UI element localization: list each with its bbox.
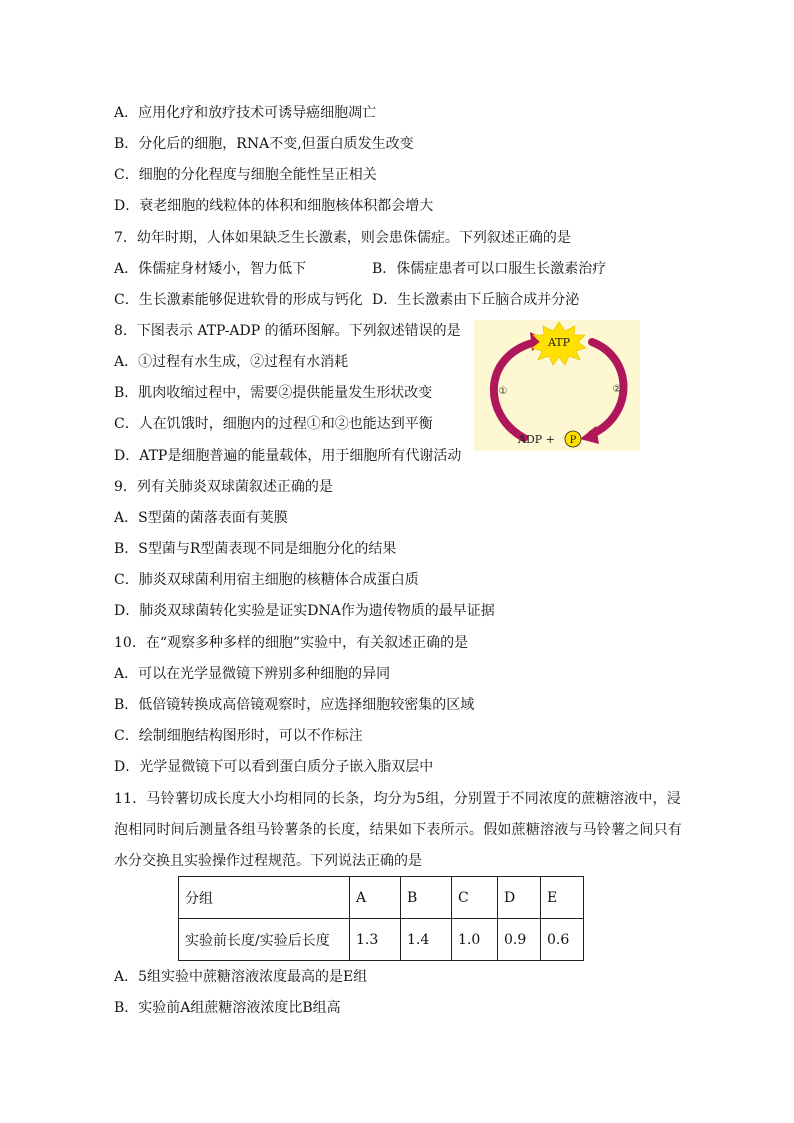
atp-label: ATP <box>547 336 571 349</box>
q11-option-b: B．实验前A组蔗糖溶液浓度比B组高 <box>114 1000 341 1016</box>
q11-option-a: A．5组实验中蔗糖溶液浓度最高的是E组 <box>114 969 368 985</box>
q8-option-d: D．ATP是细胞普遍的能量载体，用于细胞所有代谢活动 <box>114 448 462 464</box>
atp-adp-cycle-diagram <box>474 320 640 451</box>
table-cell: 实验前长度/实验后长度 <box>179 919 350 961</box>
q7-stem: 7．幼年时期，人体如果缺乏生长激素，则会患侏儒症。下列叙述正确的是 <box>114 230 571 246</box>
q6-option-a: A．应用化疗和放疗技术可诱导癌细胞凋亡 <box>114 105 377 121</box>
q6-option-d: D．衰老细胞的线粒体的体积和细胞核体积都会增大 <box>114 198 434 214</box>
q10-stem: 10．在“观察多种多样的细胞”实验中，有关叙述正确的是 <box>114 635 469 651</box>
q11-results-table <box>178 876 584 961</box>
table-cell: 1.3 <box>350 919 401 961</box>
table-cell: 0.9 <box>498 919 541 961</box>
q9-option-a: A．S型菌的菌落表面有荚膜 <box>114 510 288 526</box>
q6-option-b: B．分化后的细胞，RNA不变,但蛋白质发生改变 <box>114 136 414 152</box>
table-header-cell: 分组 <box>179 877 350 919</box>
process2-label: ② <box>612 384 622 395</box>
q8-option-b: B．肌肉收缩过程中，需要②提供能量发生形状改变 <box>114 385 433 401</box>
process2-arrowhead <box>580 426 599 444</box>
phosphate-label: P <box>569 435 577 446</box>
q9-option-c: C．肺炎双球菌利用宿主细胞的核糖体合成蛋白质 <box>114 572 419 588</box>
table-header-cell: D <box>498 877 541 919</box>
q7-option-d: D．生长激素由下丘脑合成并分泌 <box>372 292 580 308</box>
table-cell: 1.4 <box>401 919 452 961</box>
table-header-cell: B <box>401 877 452 919</box>
q9-option-d: D．肺炎双球菌转化实验是证实DNA作为遗传物质的最早证据 <box>114 603 495 619</box>
q7-option-b: B．侏儒症患者可以口服生长激素治疗 <box>372 261 607 277</box>
q7-options-row1 <box>114 259 607 279</box>
process1-label: ① <box>498 386 508 397</box>
q7-options-row2 <box>114 290 594 310</box>
q9-stem: 9．列有关肺炎双球菌叙述正确的是 <box>114 479 333 495</box>
q9-option-b: B．S型菌与R型菌表现不同是细胞分化的结果 <box>114 541 397 557</box>
q6-option-c: C．细胞的分化程度与细胞全能性呈正相关 <box>114 167 377 183</box>
q10-option-b: B．低倍镜转换成高倍镜观察时，应选择细胞较密集的区域 <box>114 697 475 713</box>
q7-option-a: A．侏儒症身材矮小，智力低下 <box>114 261 307 277</box>
q11-stem-line3: 水分交换且实验操作过程规范。下列说法正确的是 <box>114 853 422 869</box>
q8-option-c: C．人在饥饿时，细胞内的过程①和②也能达到平衡 <box>114 416 433 432</box>
table-row <box>179 877 584 919</box>
table-header-cell: E <box>541 877 584 919</box>
q7-option-c: C．生长激素能够促进软骨的形成与钙化 <box>114 292 363 308</box>
table-cell: 0.6 <box>541 919 584 961</box>
q11-stem-line2: 泡相同时间后测量各组马铃薯条的长度，结果如下表所示。假如蔗糖溶液与马铃薯之间只有 <box>114 822 682 838</box>
q8-stem: 8．下图表示 ATP-ADP 的循环图解。下列叙述错误的是 <box>114 323 461 339</box>
table-row <box>179 919 584 961</box>
q10-option-a: A．可以在光学显微镜下辨别多种细胞的异同 <box>114 666 391 682</box>
table-header-cell: C <box>452 877 498 919</box>
q10-option-c: C．绘制细胞结构图形时，可以不作标注 <box>114 728 363 744</box>
table-cell: 1.0 <box>452 919 498 961</box>
table-header-cell: A <box>350 877 401 919</box>
q8-option-a: A．①过程有水生成，②过程有水消耗 <box>114 354 349 370</box>
q10-option-d: D．光学显微镜下可以看到蛋白质分子嵌入脂双层中 <box>114 759 434 775</box>
adp-label: ADP + <box>518 433 555 446</box>
q11-stem-line1: 11．马铃薯切成长度大小均相同的长条，均分为5组，分别置于不同浓度的蔗糖溶液中，浸 <box>114 791 681 807</box>
